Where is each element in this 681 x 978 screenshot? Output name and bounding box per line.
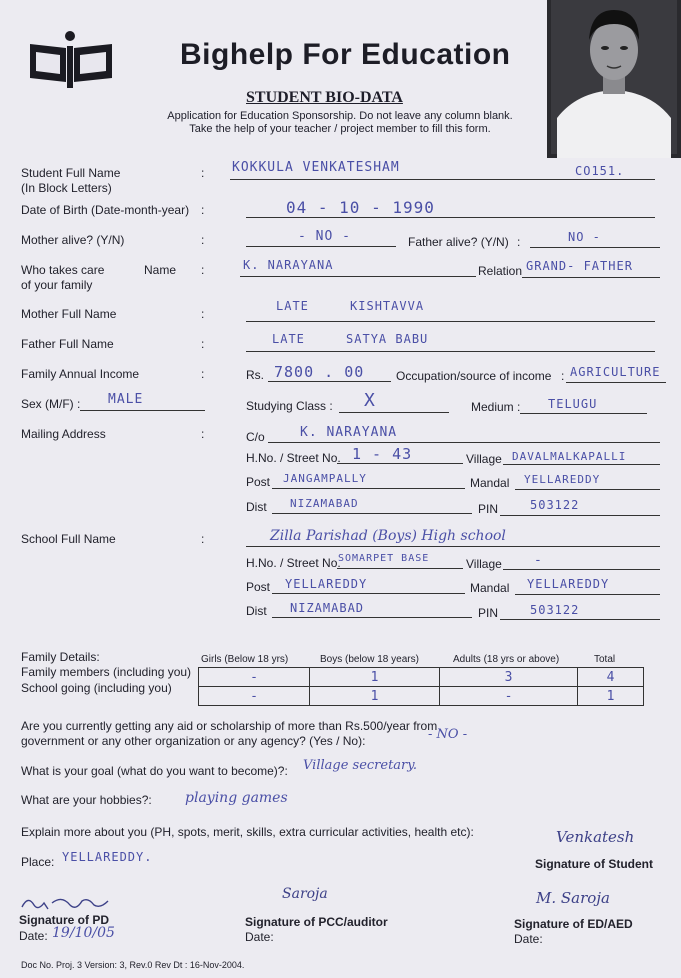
family-row-label: Family members (including you) [21,665,192,679]
school-street-line [337,568,463,569]
table-cell: - [440,687,578,706]
co-line [268,442,660,443]
school-pin-line [500,619,660,620]
family-row-label: School going (including you) [21,681,172,695]
place-label: Place: [21,855,55,869]
place-answer: YELLAREDDY. [62,850,153,864]
family-details-title: Family Details: [21,650,100,664]
family-header: Boys (below 18 years) [320,654,419,665]
table-cell: 3 [440,668,578,687]
colon: : [201,337,205,351]
full-name-label: Student Full Name [21,166,121,180]
dob-line [246,217,655,218]
school-name-label: School Full Name [21,532,116,546]
hno-value: 1 - 43 [352,445,413,463]
pcc-date-label: Date: [245,930,274,944]
ed-signature: M. Saroja [536,889,610,907]
form-title: STUDENT BIO-DATA [246,89,403,106]
post-line [272,488,465,489]
hobbies-answer: playing games [185,790,288,806]
school-name-value: Zilla Parishad (Boys) High school [270,528,506,544]
co-value: K. NARAYANA [300,425,398,440]
school-post-value: YELLAREDDY [285,577,368,591]
aid-answer: - NO - [428,727,468,742]
father-name-value: LATE SATYA BABU [272,332,429,346]
studying-class-label: Studying Class : [246,399,333,413]
ed-signature-label: Signature of ED/AED [514,917,633,931]
org-title: Bighelp For Education [180,38,511,71]
colon: : [201,427,205,441]
father-alive-line [530,247,660,248]
post-value: JANGAMPALLY [283,472,367,485]
student-photo [547,0,681,158]
school-hno-label: H.No. / Street No. [246,556,341,570]
doc-footer: Doc No. Proj. 3 Version: 3, Rev.0 Rev Dt : 16-Nov-2004. [21,960,245,970]
table-cell: - [199,687,310,706]
school-dist-label: Dist [246,604,267,618]
table-cell: 1 [578,687,644,706]
table-row [199,668,644,687]
caretaker-relation-value: GRAND- FATHER [526,259,633,273]
student-code-value: CO151. [575,164,625,178]
full-name-line [230,179,655,180]
school-street-value: SOMARPET BASE [338,553,430,564]
full-name-note: (In Block Letters) [21,181,112,195]
medium-label: Medium : [471,400,521,414]
caretaker-name-line [240,276,476,277]
colon: : [517,235,521,249]
school-dist-value: NIZAMABAD [290,601,365,615]
class-line [339,412,449,413]
ed-date-label: Date: [514,932,543,946]
rs-label: Rs. [246,368,264,382]
instruction-line-1: Application for Education Sponsorship. Do not leave any column blank. [167,110,513,122]
pd-signature [18,891,113,915]
father-name-label: Father Full Name [21,337,114,351]
table-row [199,687,644,706]
table-cell: 1 [310,668,440,687]
mailing-address-label: Mailing Address [21,427,106,441]
colon: : [201,263,205,277]
table-cell: 1 [310,687,440,706]
aid-question-line-1: Are you currently getting any aid or scholarship of more than Rs.500/year from [21,719,438,733]
income-line [268,381,391,382]
pin-value: 503122 [530,498,580,512]
mother-alive-line [246,246,396,247]
colon: : [561,369,565,383]
student-signature-label: Signature of Student [535,857,653,871]
mandal-label: Mandal [470,476,510,490]
father-name-line [246,351,655,352]
dist-value: NIZAMABAD [290,497,359,510]
father-alive-value: NO - [568,230,601,244]
book-logo-icon [26,30,116,92]
sex-label: Sex (M/F) : [21,397,81,411]
table-cell: 4 [578,668,644,687]
hno-label: H.No. / Street No. [246,451,341,465]
hno-line [337,463,463,464]
school-mandal-line [515,594,660,595]
village-line [503,464,660,465]
village-label: Village [466,452,502,466]
student-signature: Venkatesh [556,828,635,846]
school-dist-line [272,617,472,618]
hobbies-question: What are your hobbies?: [21,793,152,807]
school-village-value: - [534,553,543,568]
caretaker-name-label: Name [144,263,177,277]
school-village-label: Village [466,557,502,571]
pd-date-value: 19/10/05 [52,925,115,941]
school-mandal-label: Mandal [470,581,510,595]
school-pin-value: 503122 [530,603,580,617]
sex-value: MALE [108,392,144,407]
mother-name-line [246,321,655,322]
who-takes-care-label: Who takes care [21,263,105,277]
pd-signature-label: Signature of PD [19,913,110,927]
post-label: Post [246,475,271,489]
mother-name-value: LATE KISHTAVVA [276,299,425,313]
colon: : [201,233,205,247]
relation-line [522,277,660,278]
school-village-line [503,569,660,570]
co-label: C/o [246,430,265,444]
occupation-value: AGRICULTURE [570,365,661,379]
family-table [198,667,644,706]
mother-name-label: Mother Full Name [21,307,117,321]
colon: : [201,307,205,321]
colon: : [201,203,205,217]
mandal-value: YELLAREDDY [524,473,601,486]
dist-line [272,513,472,514]
dob-label: Date of Birth (Date-month-year) [21,203,190,217]
caretaker-name-value: K. NARAYANA [243,258,334,272]
pin-label: PIN [478,502,499,516]
pd-date-label: Date: [19,929,48,943]
school-post-label: Post [246,580,271,594]
family-header: Adults (18 yrs or above) [453,654,560,665]
full-name-value: KOKKULA VENKATESHAM [232,160,400,175]
mandal-line [515,489,660,490]
goal-answer: Village secretary. [303,758,418,773]
class-value: X [364,390,376,411]
dist-label: Dist [246,500,267,514]
goal-question: What is your goal (what do you want to become)?: [21,764,288,778]
family-header: Total [594,654,616,665]
school-pin-label: PIN [478,606,499,620]
father-alive-label: Father alive? (Y/N) [408,235,509,249]
pin-line [500,515,660,516]
relation-label: Relation [478,264,523,278]
of-family-label: of your family [21,278,93,292]
colon: : [201,367,205,381]
village-value: DAVALMALKAPALLI [512,450,627,463]
family-header: Girls (Below 18 yrs) [201,654,289,665]
occupation-line [566,382,666,383]
pcc-signature-label: Signature of PCC/auditor [245,915,388,929]
mother-alive-label: Mother alive? (Y/N) [21,233,125,247]
explain-question: Explain more about you (PH, spots, merit, skills, extra curricular activities, health etc): [21,825,474,839]
mother-alive-value: - NO - [298,229,351,244]
instruction-line-2: Take the help of your teacher / project member to fill this form. [189,123,491,135]
occupation-label: Occupation/source of income [396,369,552,383]
medium-line [520,413,647,414]
family-income-label: Family Annual Income [21,367,140,381]
sex-line [80,410,205,411]
colon: : [201,532,205,546]
colon: : [201,166,205,180]
income-value: 7800 . 00 [274,363,365,381]
aid-question-line-2: government or any other organization or any agency? (Yes / No): [21,734,366,748]
school-name-line [246,546,660,547]
table-cell: - [199,668,310,687]
school-post-line [272,593,465,594]
pcc-signature: Saroja [282,886,328,902]
medium-value: TELUGU [548,397,598,411]
school-mandal-value: YELLAREDDY [527,577,610,591]
dob-value: 04 - 10 - 1990 [286,198,435,217]
